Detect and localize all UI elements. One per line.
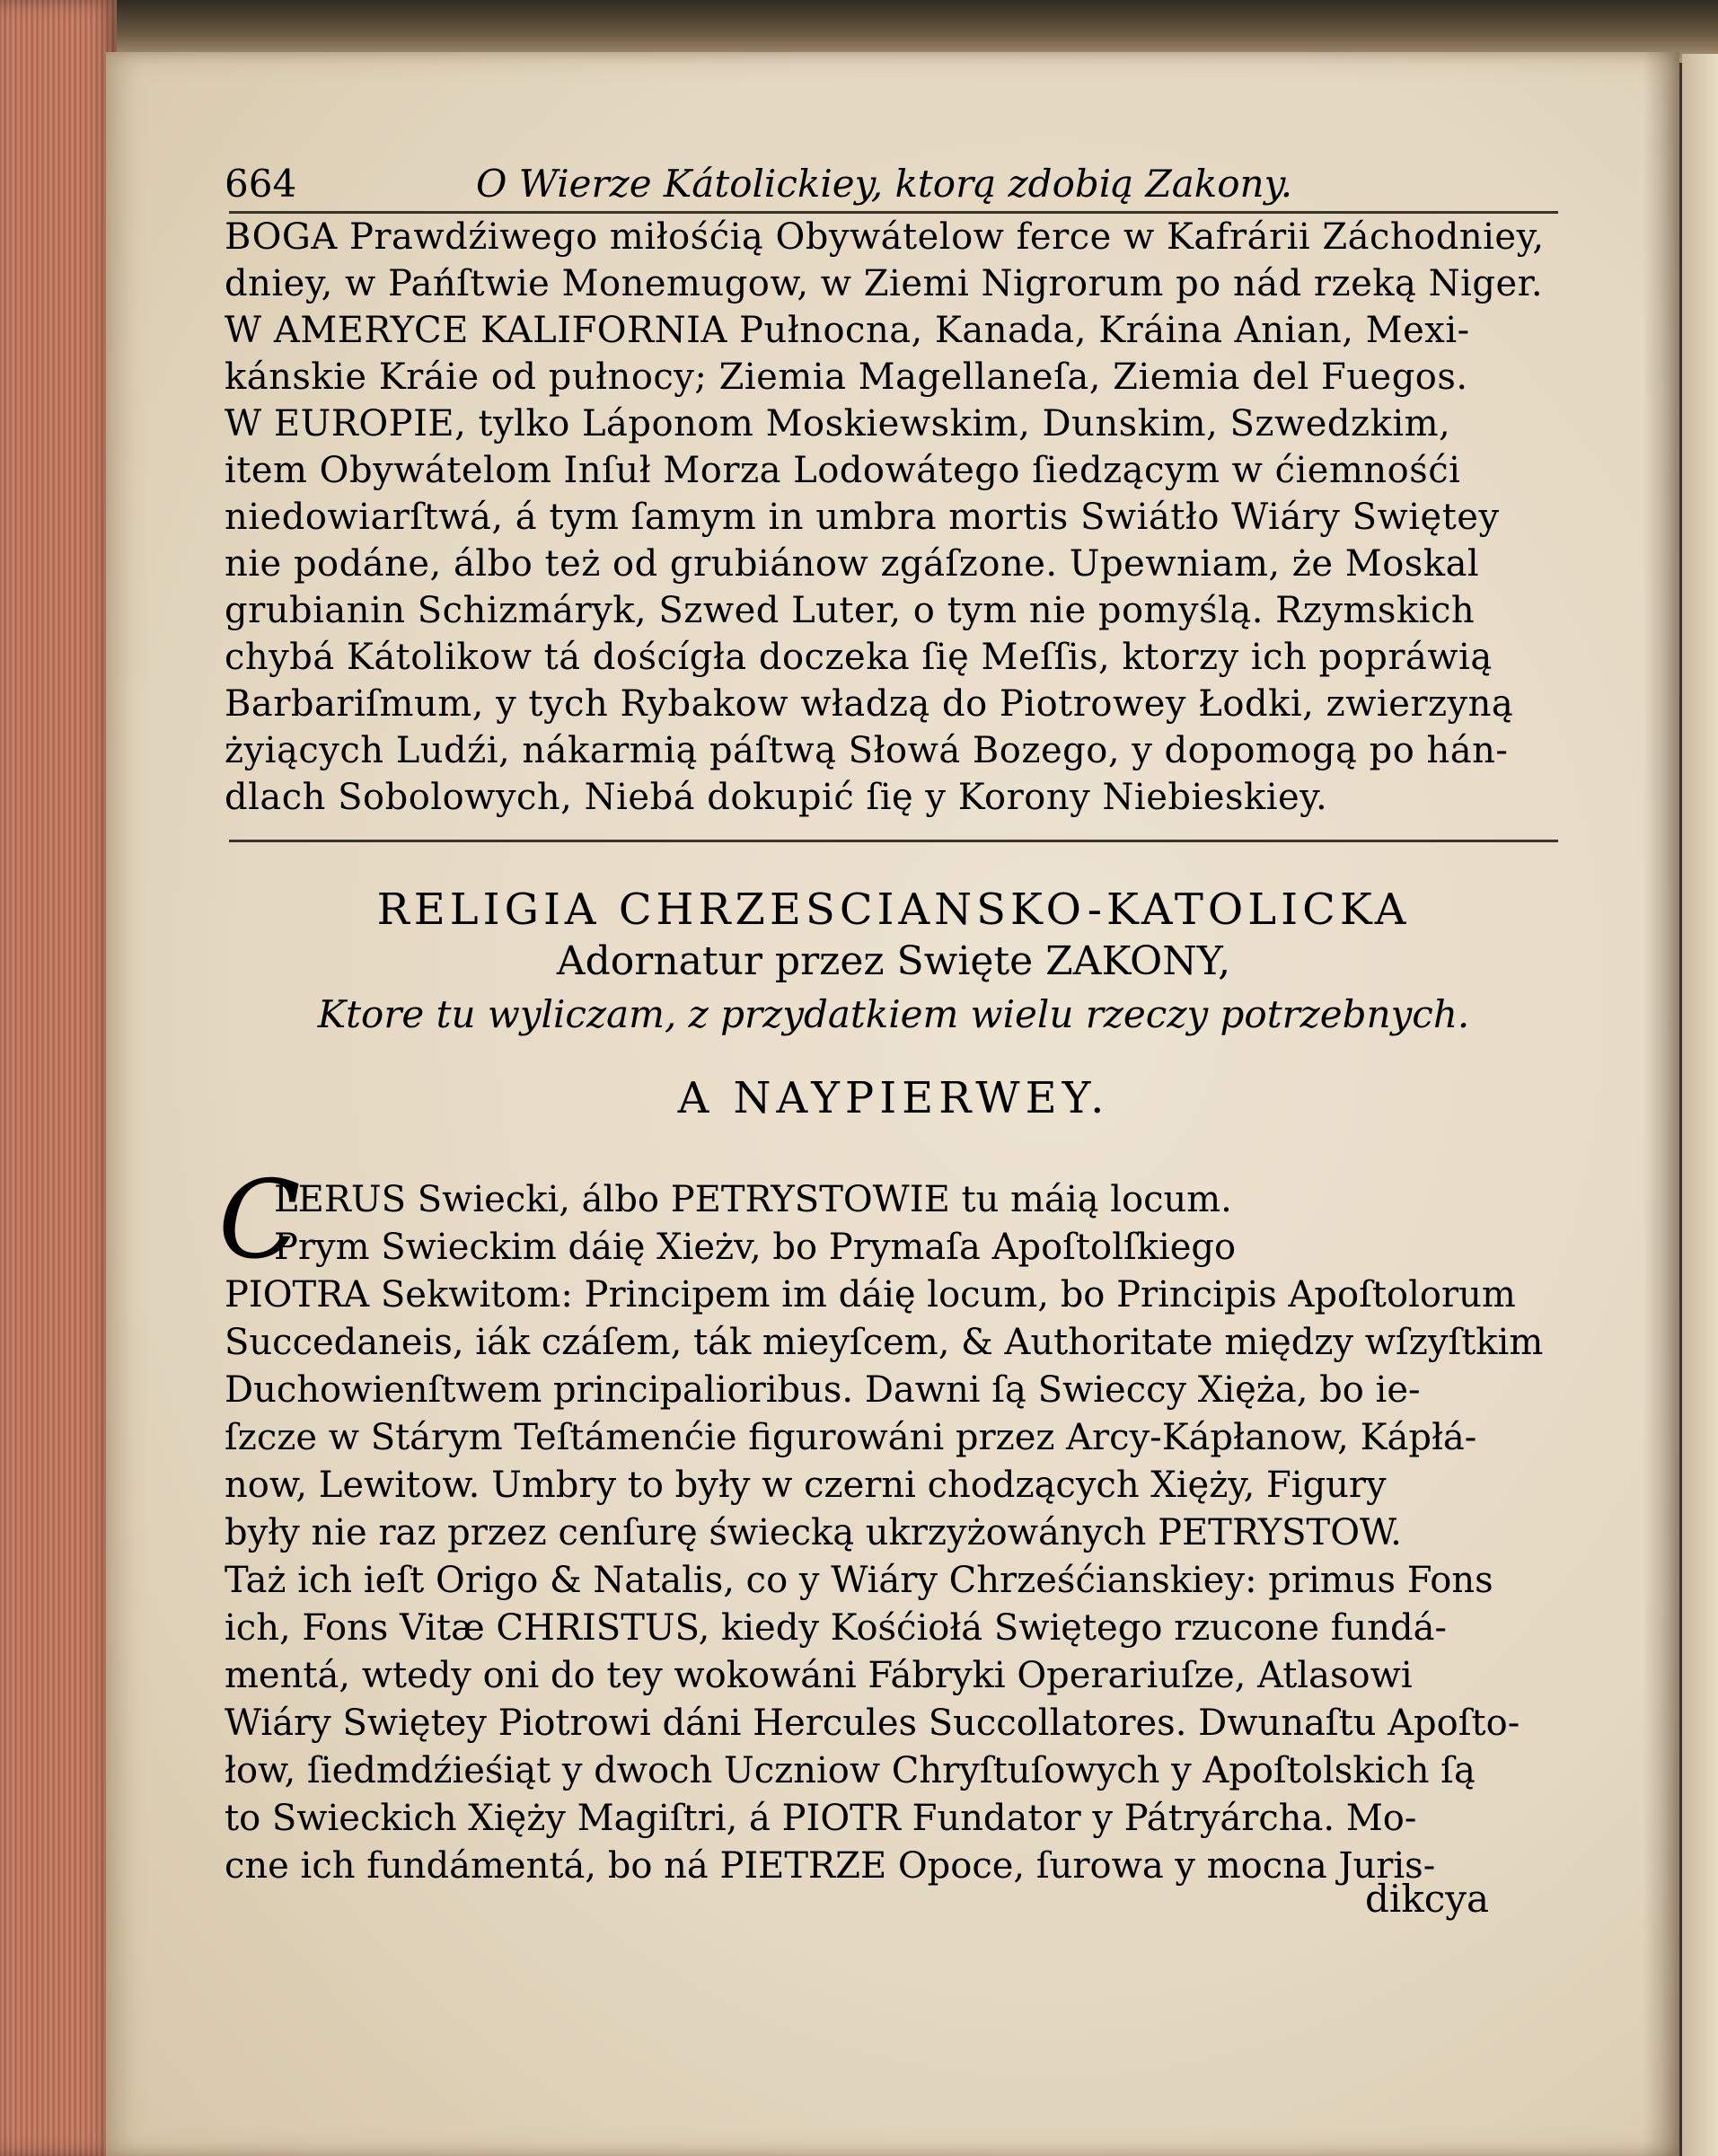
body-line: to Swieckich Xięży Magiſtri, á PIOTR Fundator y Pátryárcha. Mo- [225, 1798, 1417, 1839]
catchword: dikcya [1365, 1877, 1490, 1921]
running-title: O Wierze Kátolickiey, ktorą zdobią Zakony. [476, 162, 1293, 206]
paragraph-line: dniey, w Pańſtwie Monemugow, w Ziemi Nigrorum po nád rzeką Niger. [225, 263, 1544, 304]
top-paragraph [225, 214, 1563, 821]
body-line: ſzcze w Stárym Teſtámenćie figurowáni przez Arcy-Kápłanow, Kápłá- [225, 1417, 1477, 1458]
section-rule [229, 840, 1558, 842]
body-line: były nie raz przez cenſurę świecką ukrzyżowánych PETRYSTOW. [225, 1512, 1402, 1553]
paragraph-line: grubianin Schizmáryk, Szwed Luter, o tym nie pomyślą. Rzymskich [225, 590, 1476, 631]
paragraph-line: W EUROPIE, tylko Láponom Moskiewskim, Dunskim, Szwedzkim, [225, 403, 1451, 444]
paragraph-line: żyiących Ludźi, nákarmią páſtwą Słowá Bozego, y dopomogą po hán- [225, 730, 1509, 771]
body-line: Prym Swieckim dáię Xieżv, bo Prymaſa Apoſtolſkiego [274, 1227, 1237, 1268]
body-line: Duchowienſtwem principalioribus. Dawni ſą Swieccy Xięża, bo ie- [225, 1369, 1421, 1411]
body-line: łow, ſiedmdźieśiąt y dwoch Uczniow Chryſtuſowych y Apoſtolskich ſą [225, 1750, 1476, 1791]
body-line: Succedaneis, iák czáſem, ták mieyſcem, & Authoritate między wſzyſtkim [225, 1322, 1544, 1363]
body-line: now, Lewitow. Umbry to były w czerni chodzących Xięży, Figury [225, 1465, 1387, 1506]
body-line: ich, Fons Vitæ CHRISTUS, kiedy Kośćiołá Swiętego rzucone fundá- [225, 1607, 1447, 1649]
paragraph-line: BOGA Prawdźiwego miłośćią Obywátelow ferce w Kafrárii Záchodniey, [225, 216, 1545, 258]
body-line: PIOTRA Sekwitom: Principem im dáię locum, bo Principis Apoſtolorum [225, 1274, 1516, 1316]
paragraph-line: item Obywátelom Inſuł Morza Lodowátego ſiedzącym w ćiemnośći [225, 450, 1461, 491]
paragraph-line: Barbariſmum, y tych Rybakow władzą do Piotrowey Łodki, zwierzyną [225, 683, 1514, 725]
section-heading: A NAYPIERWEY. [677, 1073, 1110, 1123]
paragraph-line: chybá Kátolikow tá doścígła doczeka ſię Meſſis, ktorzy ich popráwią [225, 637, 1493, 678]
running-header [225, 162, 1572, 216]
body-line: Wiáry Swiętey Piotrowi dáni Hercules Succollatores. Dwunaſtu Apoſto- [225, 1703, 1520, 1744]
body-text [225, 1176, 1563, 1890]
body-line: Taż ich ieſt Origo & Natalis, co y Wiáry Chrześćianskiey: primus Fons [225, 1560, 1493, 1601]
facing-page-edge [1682, 54, 1718, 2156]
section-subtitle: Adornatur przez Swięte ZAKONY, [556, 938, 1231, 984]
drop-cap: C [218, 1158, 301, 1283]
body-line: mentá, wtedy oni do tey wokowáni Fábryki Operariuſze, Atlasowi [225, 1655, 1413, 1696]
paragraph-line: nie podáne, álbo też od grubiánow zgáſzone. Upewniam, że Moskal [225, 543, 1480, 585]
paragraph-line: niedowiarſtwá, á tym ſamym in umbra mortis Swiátło Wiáry Swiętey [225, 497, 1500, 538]
paragraph-line: dlach Sobolowych, Niebá dokupić ſię y Korony Niebieskiey. [225, 777, 1328, 818]
page-gutter-shadow [1643, 52, 1679, 2156]
section-title: RELIGIA CHRZESCIANSKO-KATOLICKA [376, 884, 1411, 935]
body-line: LERUS Swiecki, álbo PETRYSTOWIE tu máią locum. [274, 1179, 1232, 1220]
paragraph-line: W AMERYCE KALIFORNIA Pułnocna, Kanada, Kráina Anian, Mexi- [225, 310, 1470, 351]
paragraph-line: kánskie Kráie od pułnocy; Ziemia Magellaneſa, Ziemia del Fuegos. [225, 356, 1468, 398]
body-line: cne ich fundámentá, bo ná PIETRZE Opoce, ſurowa y mocna Juris- [225, 1845, 1436, 1887]
book-page-edges [0, 0, 117, 2156]
page-number: 664 [225, 162, 297, 206]
section-subtitle-italic: Ktore tu wyliczam, z przydatkiem wielu rzeczy potrzebnych. [317, 992, 1470, 1036]
